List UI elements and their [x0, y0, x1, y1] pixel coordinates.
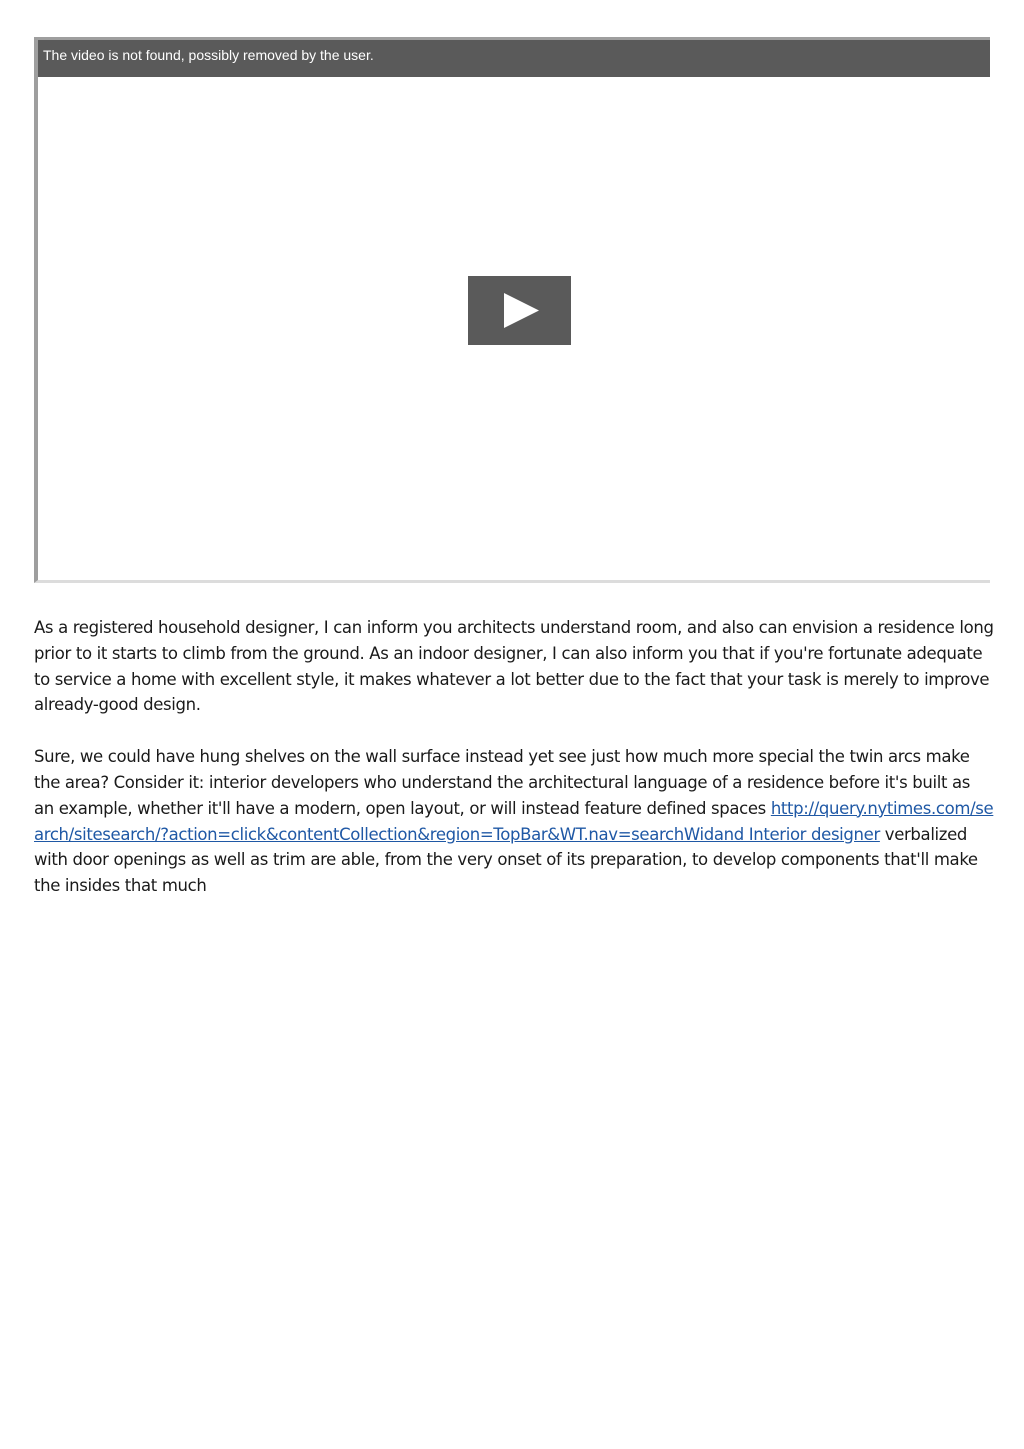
video-player[interactable] — [34, 37, 990, 583]
play-button[interactable] — [468, 276, 571, 345]
article-body — [34, 615, 994, 925]
paragraph-text: Sure, we could have hung shelves on the wall surface instead yet see just how much more special the twin arcs make the area? Consider it: interior developers who understand the architectural language of a residence before it's built as an example, whether it'll have a modern, open layout, or will instead feature defined spaces — [34, 747, 970, 818]
video-error-message: The video is not found, possibly removed by the user. — [43, 47, 374, 63]
video-error-bar — [38, 40, 990, 77]
paragraph-text: verbalized with door openings as well as trim are able, from the very onset of its preparation, to develop components that'll make the insides that much — [34, 824, 978, 896]
article-link[interactable]: http://query.nytimes.com/search/sitesearch/?action=click&contentCollection&region=TopBar&WT.nav=searchWidand Interior designer — [34, 798, 994, 844]
article-paragraph — [34, 744, 994, 899]
play-icon — [468, 276, 571, 345]
article-paragraph: As a registered household designer, I can inform you architects understand room, and also can envision a residence long prior to it starts to climb from the ground. As an indoor designer, I can also inform you that if you're fortunate adequate to service a home with excellent style, it makes whatever a lot better due to the fact that your task is merely to improve already-good design. — [34, 618, 994, 715]
